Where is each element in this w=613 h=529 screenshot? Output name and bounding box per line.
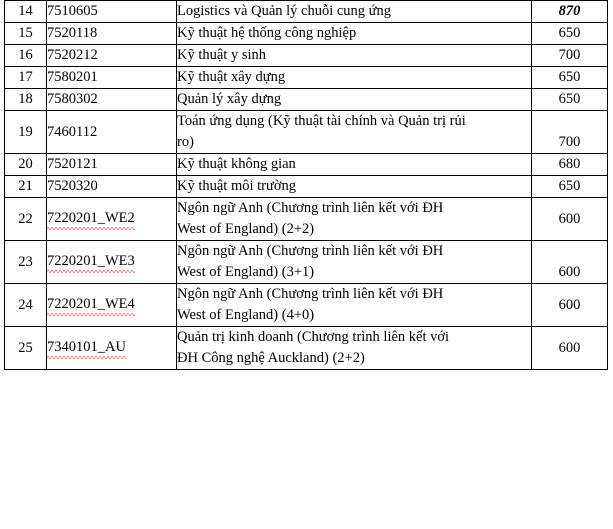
major-code [47,198,177,241]
major-code [47,89,177,111]
major-name [177,45,532,67]
admission-score [532,67,608,89]
major-code [47,284,177,327]
major-code [47,154,177,176]
major-name-line: Kỹ thuật không gian [177,156,296,173]
table-row [5,67,608,89]
major-code-text: 7220201_WE2 [47,208,135,230]
major-code [47,327,177,370]
major-name-line: ro) [177,134,194,151]
major-name-line: Ngôn ngữ Anh (Chương trình liên kết với ĐH [177,200,444,217]
major-name [177,198,532,241]
row-index: 15 [5,23,47,45]
admission-score-text: 650 [558,69,581,86]
major-code-text: 7510605 [47,3,98,19]
major-code-text: 7520320 [47,178,98,195]
major-code-text: 7520118 [47,25,98,42]
major-name [177,23,532,45]
major-code-text: 7580201 [47,69,98,86]
table-row [5,327,608,370]
major-name-line: West of England) (3+1) [177,264,315,281]
admission-score-text: 870 [558,3,581,19]
table-row [5,23,608,45]
table-row [5,1,608,23]
major-code-text: 7340101_AU [47,337,126,359]
admission-score-text: 600 [558,210,581,227]
row-index: 17 [5,67,47,89]
admission-score [532,176,608,198]
major-code-text: 7520121 [47,156,98,173]
admission-score-text: 680 [558,156,581,173]
row-index: 25 [5,327,47,370]
row-index: 23 [5,241,47,284]
major-name [177,111,532,154]
admission-score [532,45,608,67]
major-name-line: Toán ứng dụng (Kỹ thuật tài chính và Quản trị rủi [177,113,466,130]
major-name-line: Ngôn ngữ Anh (Chương trình liên kết với ĐH [177,286,444,303]
major-name-line: Quản lý xây dựng [177,91,282,108]
major-code [47,45,177,67]
major-name [177,327,532,370]
admission-score-text: 700 [558,134,581,151]
major-name [177,89,532,111]
admission-score-text: 650 [558,91,581,108]
major-code [47,111,177,154]
row-index: 22 [5,198,47,241]
major-code [47,241,177,284]
major-name-line: Kỹ thuật môi trường [177,178,297,195]
admission-score-text: 650 [558,25,581,42]
major-code-text: 7520212 [47,47,98,64]
row-index: 14 [5,1,47,23]
admission-score [532,111,608,154]
admission-score [532,327,608,370]
major-name [177,1,532,23]
major-code [47,176,177,198]
majors-table-body [5,1,608,370]
major-name [177,176,532,198]
admission-score-text: 600 [558,264,581,281]
admission-score [532,198,608,241]
major-name-line: Kỹ thuật y sinh [177,47,267,64]
major-code [47,67,177,89]
admission-score [532,284,608,327]
table-row [5,198,608,241]
major-name-line: Ngôn ngữ Anh (Chương trình liên kết với ĐH [177,243,444,260]
table-row [5,45,608,67]
table-row [5,89,608,111]
major-name [177,284,532,327]
admission-score [532,1,608,23]
admission-score-text: 700 [558,47,581,64]
admission-score [532,154,608,176]
admission-score-text: 650 [558,178,581,195]
majors-table [4,0,608,370]
major-name-line: Kỹ thuật xây dựng [177,69,286,86]
admission-score [532,89,608,111]
row-index: 19 [5,111,47,154]
major-name-line: Kỹ thuật hệ thống công nghiệp [177,25,357,42]
table-row [5,176,608,198]
major-name-line: West of England) (2+2) [177,221,315,238]
table-row [5,284,608,327]
major-name-line: ĐH Công nghệ Auckland) (2+2) [177,350,365,367]
admission-score-text: 600 [558,296,581,313]
major-name-line: Quản trị kinh doanh (Chương trình liên kết với [177,329,450,346]
admission-score-text: 600 [558,339,581,356]
row-index: 16 [5,45,47,67]
row-index: 21 [5,176,47,198]
admission-score [532,23,608,45]
major-name [177,154,532,176]
admission-score [532,241,608,284]
major-code [47,23,177,45]
major-code [47,1,177,23]
major-name [177,241,532,284]
major-code-text: 7220201_WE4 [47,294,135,316]
table-row [5,154,608,176]
table-row [5,111,608,154]
major-code-text: 7460112 [47,123,98,140]
major-name-line: Logistics và Quản lý chuỗi cung ứng [177,3,392,19]
table-row [5,241,608,284]
major-name-line: West of England) (4+0) [177,307,315,324]
major-name [177,67,532,89]
row-index: 18 [5,89,47,111]
row-index: 20 [5,154,47,176]
row-index: 24 [5,284,47,327]
major-code-text: 7220201_WE3 [47,251,135,273]
major-code-text: 7580302 [47,91,98,108]
